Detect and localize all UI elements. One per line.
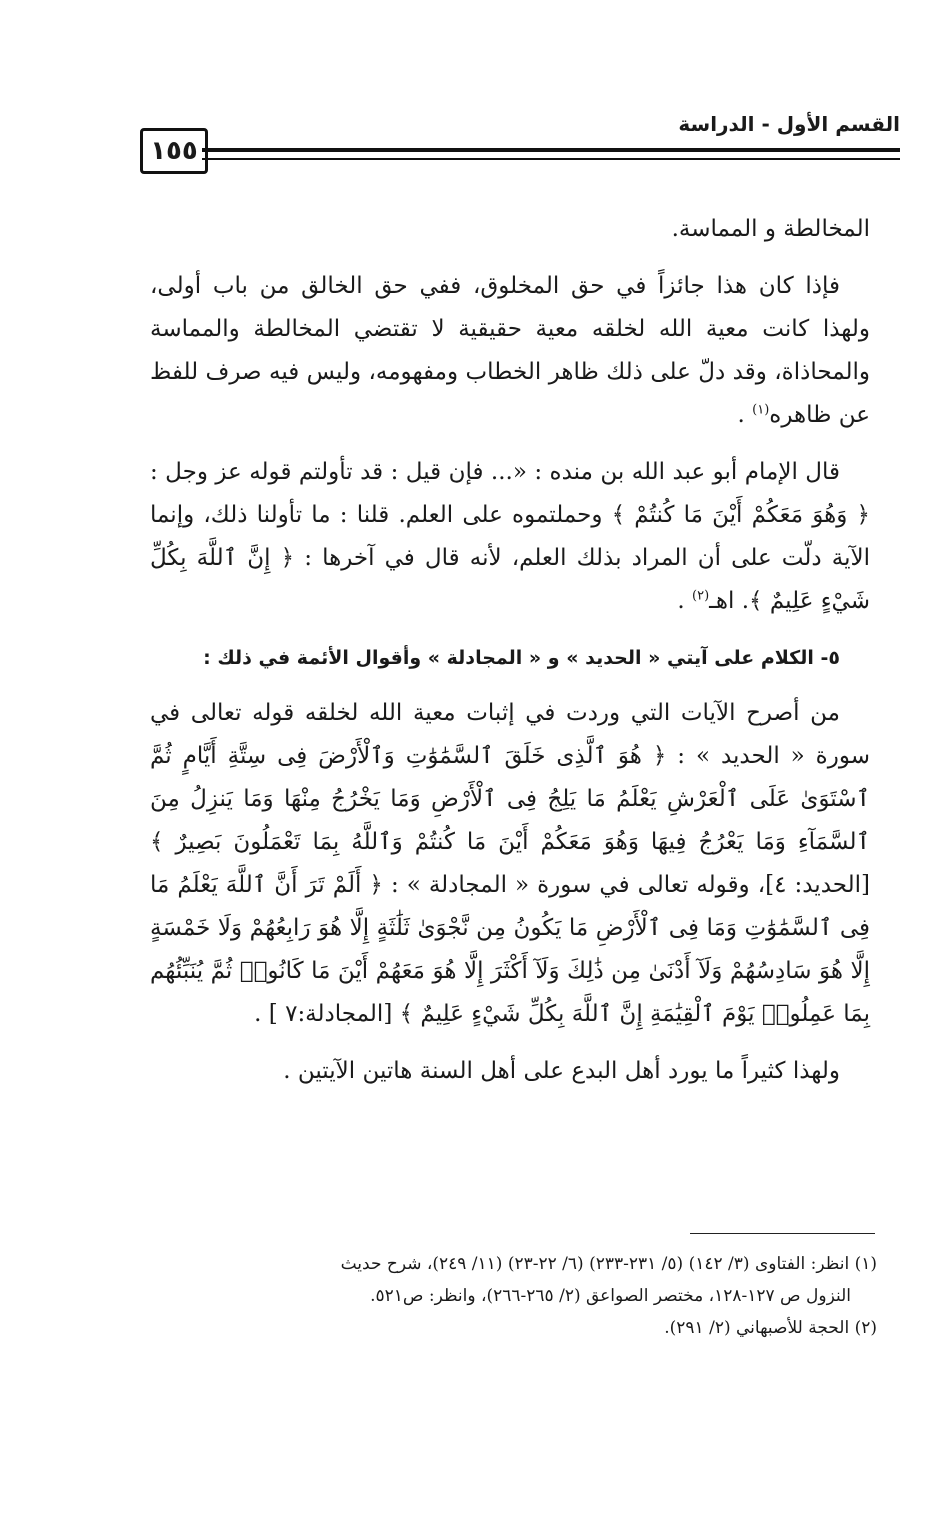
paragraph-4-text-c: [المجادلة:٧ ] . [254,1001,400,1027]
quran-verse-1: ﴿ وَهُوَ مَعَكُمْ أَيْنَ مَا كُنتُمْ ﴾ [611,502,870,528]
footnote-1-continued: النزول ص ١٢٧-١٢٨، مختصر الصواعق (٢/ ٢٦٥-٢٦٦)، وانظر: ص٥٢١. [370,1286,851,1306]
header-rule-thin [202,158,900,160]
footnote-2: (٢) الحجة للأصبهاني (٢/ ٢٩١). [664,1318,877,1338]
paragraph-3-end: . [677,588,693,614]
body-text [150,208,870,1107]
paragraph-3-text-b: وحملتموه على العلم. قلنا : ما تأولنا ذلك، وإنما الآية دلّت على أن المراد بذلك العلم، لأنه قال في آخرها : [150,502,870,571]
paragraph-4 [150,692,870,1036]
quran-verse-2: ﴿ إِنَّ ٱللَّهَ بِكُلِّ شَيْءٍ عَلِيمٌ ﴾ [150,545,870,614]
paragraph-3-text-c: . اهـ [709,588,750,614]
paragraph-5: ولهذا كثيراً ما يورد أهل البدع على أهل السنة هاتين الآيتين . [283,1058,840,1084]
paragraph-3-text-a: قال الإمام أبو عبد الله بن منده : «... فإن قيل : قد تأولتم قوله عز وجل : [150,459,840,485]
footnote-ref-1: (١) [752,402,770,418]
page-header [140,108,900,178]
footnote-1: (١) انظر: الفتاوى (٣/ ١٤٢) (٥/ ٢٣١-٢٣٣) (٦/ ٢٢-٢٣) (١١/ ٢٤٩)، شرح حديث [340,1254,877,1274]
footnotes [165,1248,877,1344]
paragraph-2-end: . [737,402,753,428]
paragraph-2-text: فإذا كان هذا جائزاً في حق المخلوق، ففي حق الخالق من باب أولى، ولهذا كانت معية الله لخلقه معية حقيقية لا تقتضي المخالطة والمماسة والمحاذاة، وقد دلّ على ذلك ظاهر الخطاب ومفهومه، وليس فيه صرف للفظ عن ظاهره [150,273,870,428]
section-heading: ٥- الكلام على آيتي « الحديد » و « المجادلة » وأقوال الأئمة في ذلك : [203,647,840,669]
footnote-ref-2: (٢) [692,588,710,604]
quran-verse-hadid: ﴿ هُوَ ٱلَّذِى خَلَقَ ٱلسَّمَٰوَٰتِ وَٱلْأَرْضَ فِى سِتَّةِ أَيَّامٍ ثُمَّ ٱسْتَوَىٰ عَلَى ٱلْعَرْشِ يَعْلَمُ مَا يَلِجُ فِى ٱلْأَرْضِ وَمَا يَخْرُجُ مِنْهَا وَمَا يَنزِلُ مِنَ ٱلسَّمَآءِ وَمَا يَعْرُجُ فِيهَا وَهُوَ مَعَكُمْ أَيْنَ مَا كُنتُمْ وَٱللَّهُ بِمَا تَعْمَلُونَ بَصِيرٌ ﴾ [150,743,870,855]
paragraph-4-text-b: [الحديد: ٤]، وقوله تعالى في سورة « المجادلة » : [382,872,870,898]
paragraph-2 [150,265,870,437]
page-number: ١٥٥ [140,128,208,174]
quran-verse-mujadala: ﴿ أَلَمْ تَرَ أَنَّ ٱللَّهَ يَعْلَمُ مَا فِى ٱلسَّمَٰوَٰتِ وَمَا فِى ٱلْأَرْضِ مَا يَكُونُ مِن نَّجْوَىٰ ثَلَٰثَةٍ إِلَّا هُوَ رَابِعُهُمْ وَلَا خَمْسَةٍ إِلَّا هُوَ سَادِسُهُمْ وَلَآ أَدْنَىٰ مِن ذَٰلِكَ وَلَآ أَكْثَرَ إِلَّا هُوَ مَعَهُمْ أَيْنَ مَا كَانُوا۟ ثُمَّ يُنَبِّئُهُم بِمَا عَمِلُوا۟ يَوْمَ ٱلْقِيَٰمَةِ إِنَّ ٱللَّهَ بِكُلِّ شَيْءٍ عَلِيمٌ ﴾ [150,872,870,1027]
paragraph-1: المخالطة و المماسة. [671,216,870,242]
footnote-separator [690,1233,875,1234]
header-rule-thick [202,148,900,152]
paragraph-4-text-a: من أصرح الآيات التي وردت في إثبات معية الله لخلقه قوله تعالى في سورة « الحديد » : [150,700,870,769]
running-head: القسم الأول - الدراسة [678,112,900,136]
paragraph-3 [150,451,870,623]
